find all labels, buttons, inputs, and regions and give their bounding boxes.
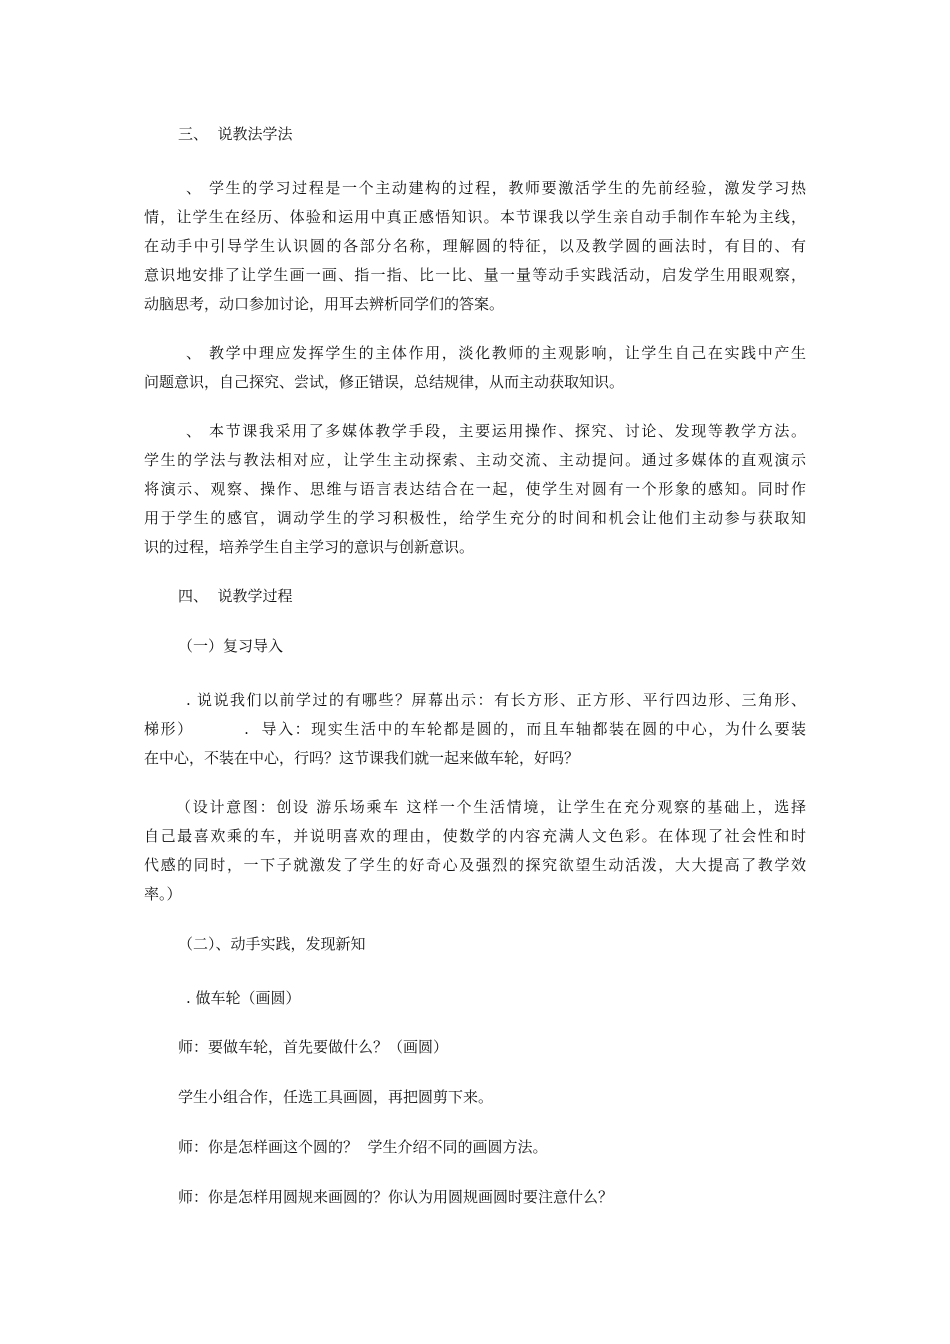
list-item-make-wheel: . 做车轮（画圆） (186, 989, 301, 1007)
paragraph-line: 情，让学生在经历、体验和运用中真正感悟知识。本节课我以学生亲自动手制作车轮为主线， (144, 208, 806, 226)
paragraph-line: 、 本节课我采用了多媒体教学手段，主要运用操作、探究、讨论、发现等教学方法。 (186, 422, 806, 440)
dialogue-line: 师：你是怎样画这个圆的？ 学生介绍不同的画圆方法。 (178, 1138, 548, 1156)
paragraph-line: （设计意图：创设 游乐场乘车 这样一个生活情境，让学生在充分观察的基础上，选择 (176, 798, 806, 816)
paragraph-line: 问题意识，自己探究、尝试，修正错误，总结规律，从而主动获取知识。 (144, 373, 625, 391)
paragraph-line: 、 学生的学习过程是一个主动建构的过程，教师要激活学生的先前经验，激发学习热 (186, 179, 806, 197)
paragraph-line: 在动手中引导学生认识圆的各部分名称，理解圆的特征，以及教学圆的画法时，有目的、有 (144, 237, 806, 255)
paragraph-line: 将演示、观察、操作、思维与语言表达结合在一起，使学生对圆有一个形象的感知。同时作 (144, 480, 806, 498)
paragraph-line: . 说说我们以前学过的有哪些？屏幕出示：有长方形、正方形、平行四边形、三角形、 (186, 691, 806, 709)
paragraph-line: 率。） (144, 885, 182, 903)
paragraph-line: 学生的学法与教法相对应，让学生主动探索、主动交流、主动提问。通过多媒体的直观演示 (144, 451, 806, 469)
paragraph-line: 意识地安排了让学生画一画、指一指、比一比、量一量等动手实践活动，启发学生用眼观察， (144, 266, 806, 284)
dialogue-line: 师：要做车轮，首先要做什么？（画圆） (178, 1038, 449, 1056)
paragraph-line: 识的过程，培养学生自主学习的意识与创新意识。 (144, 538, 475, 556)
paragraph-line: 在中心，不装在中心，行吗？这节课我们就一起来做车轮，好吗？ (144, 749, 580, 767)
paragraph-line: 用于学生的感官，调动学生的学习积极性，给学生充分的时间和机会让他们主动参与获取知 (144, 509, 806, 527)
paragraph-line: 自己最喜欢乘的车，并说明喜欢的理由，使数学的内容充满人文色彩。在体现了社会性和时 (144, 827, 806, 845)
section-4-heading: 四、 说教学过程 (178, 587, 293, 605)
dialogue-line: 师：你是怎样用圆规来画圆的？你认为用圆规画圆时要注意什么？ (178, 1188, 614, 1206)
paragraph-line: 动脑思考，动口参加讨论，用耳去辨析同学们的答案。 (144, 295, 505, 313)
subsection-2-heading: （二）、动手实践，发现新知 (178, 935, 366, 953)
dialogue-line: 学生小组合作，任选工具画圆，再把圆剪下来。 (178, 1088, 494, 1106)
section-3-heading: 三、 说教法学法 (178, 125, 293, 143)
subsection-1-heading: （一）复习导入 (178, 637, 284, 655)
paragraph-line: 梯形） . 导入：现实生活中的车轮都是圆的，而且车轴都装在圆的中心，为什么要装 (144, 720, 806, 738)
paragraph-line: 、 教学中理应发挥学生的主体作用，淡化教师的主观影响，让学生自己在实践中产生 (186, 344, 806, 362)
paragraph-line: 代感的同时，一下子就激发了学生的好奇心及强烈的探究欲望生动活泼，大大提高了教学效 (144, 856, 806, 874)
